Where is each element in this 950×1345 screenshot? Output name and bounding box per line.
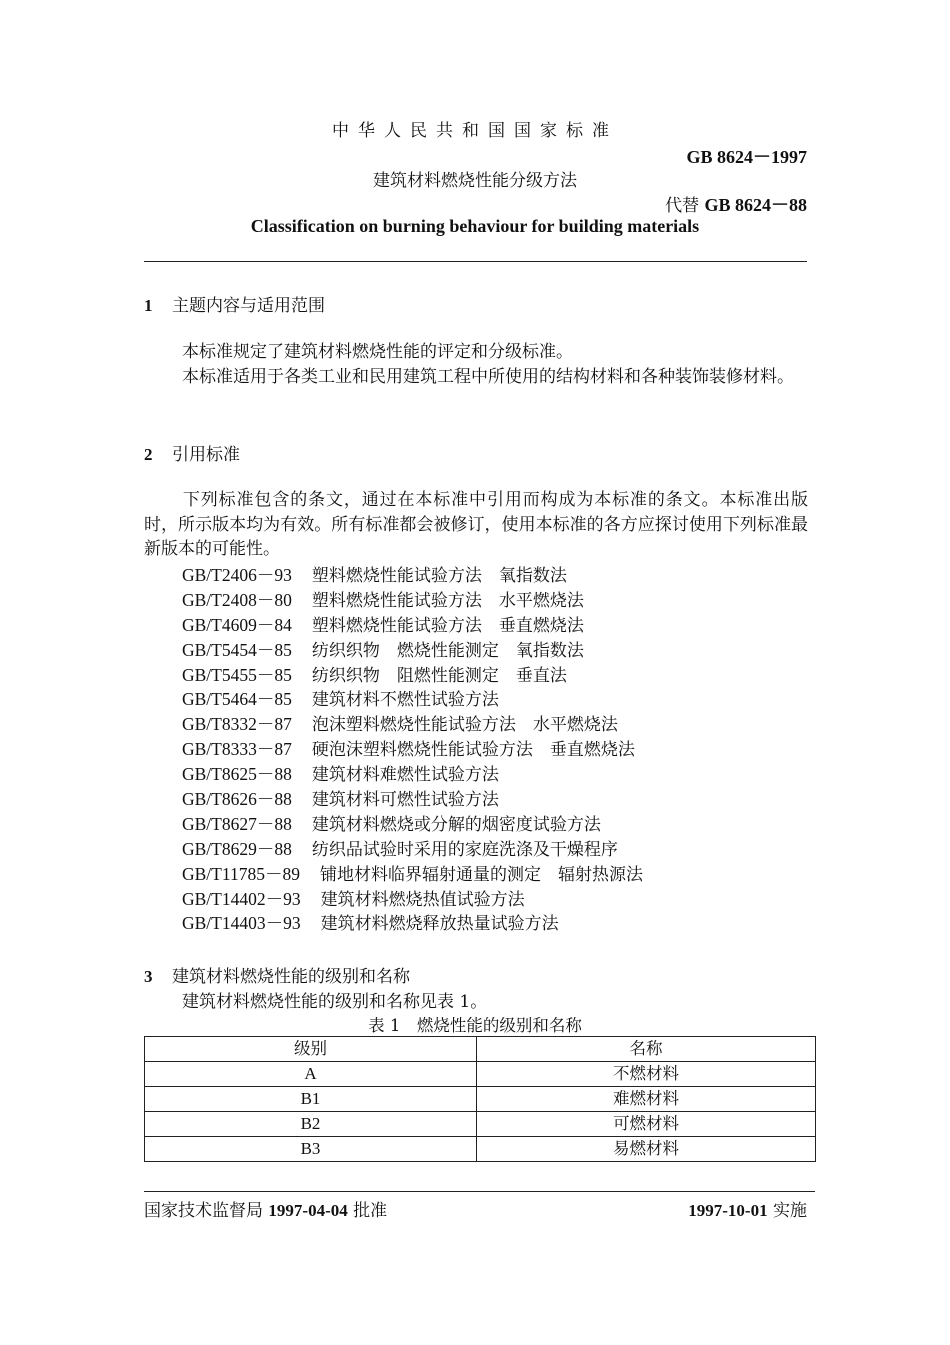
table-row [145,1062,816,1087]
reference-code: GB/T2406－93 [182,565,292,585]
reference-title: 建筑材料不燃性试验方法 [311,690,499,711]
reference-item [182,911,643,936]
grade-cell: B1 [145,1087,477,1112]
reference-title: 建筑材料可燃性试验方法 [311,790,499,811]
reference-title: 建筑材料燃烧热值试验方法 [320,889,525,910]
grade-cell: B2 [145,1112,477,1137]
table-header-grade: 级别 [145,1037,477,1062]
reference-title: 硬泡沫塑料燃烧性能试验方法 垂直燃烧法 [311,740,635,761]
section-2-title: 引用标准 [172,445,240,465]
name-cell: 不燃材料 [477,1062,816,1087]
table-row [145,1087,816,1112]
reference-title: 塑料燃烧性能试验方法 氧指数法 [311,566,567,586]
section-1-number: 1 [144,296,153,315]
document-title-en: Classification on burning behaviour for building materials [250,216,700,236]
section-1-para-2: 本标准适用于各类工业和民用建筑工程中所使用的结构材料和各种装饰装修材料。 [182,367,794,387]
section-2-intro: 下列标准包含的条文，通过在本标准中引用而构成为本标准的条文。本标准出版时，所示版本均为有效。所有标准都会被修订，使用本标准的各方应探讨使用下列标准最新版本的可能性。 [144,490,808,559]
table-caption: 表 1 燃烧性能的级别和名称 [368,1016,582,1035]
reference-title: 塑料燃烧性能试验方法 垂直燃烧法 [311,615,584,636]
reference-item [182,613,643,638]
name-cell: 可燃材料 [477,1112,816,1137]
reference-item [182,563,643,588]
reference-item [182,887,643,912]
header-divider [144,261,807,262]
effective-line [688,1196,807,1221]
effective-date: 1997-10-01 [688,1201,768,1220]
reference-item [182,837,643,862]
reference-title: 建筑材料难燃性试验方法 [311,765,499,786]
reference-title: 塑料燃烧性能试验方法 水平燃烧法 [311,590,584,611]
approval-date: 1997-04-04 [268,1201,348,1220]
reference-item [182,862,643,887]
section-3-title: 建筑材料燃烧性能的级别和名称 [172,967,410,987]
reference-item [182,712,643,737]
table-row [145,1137,816,1162]
reference-title: 铺地材料临界辐射通量的测定 辐射热源法 [319,864,643,885]
reference-item [182,588,643,613]
reference-item [182,638,643,663]
replaces-prefix: 代替 [665,196,700,216]
reference-code: GB/T11785－89 [182,863,300,884]
table-header-name: 名称 [477,1037,816,1062]
reference-title: 纺织织物 燃烧性能测定 氧指数法 [311,640,584,661]
reference-code: GB/T8626－88 [182,789,292,810]
footer-divider [144,1191,815,1192]
section-3-number: 3 [144,967,153,986]
grade-cell: A [145,1062,477,1087]
reference-code: GB/T8625－88 [182,764,292,785]
section-2-heading [144,440,240,465]
reference-code: GB/T2408－80 [182,589,292,610]
reference-code: GB/T14402－93 [182,888,301,909]
reference-code: GB/T5454－85 [182,639,292,660]
section-3-heading [144,962,410,987]
effective-word: 实施 [773,1201,807,1221]
reference-code: GB/T4609－84 [182,614,292,635]
reference-item [182,787,643,812]
table-row [145,1112,816,1137]
document-title-zh: 建筑材料燃烧性能分级方法 [373,171,577,191]
reference-code: GB/T8629－88 [182,838,292,859]
section-1-heading [144,291,325,316]
reference-code: GB/T8627－88 [182,813,292,834]
reference-title: 建筑材料燃烧或分解的烟密度试验方法 [311,814,601,835]
standard-code: GB 8624－1997 [686,147,807,167]
reference-item [182,663,643,688]
reference-code: GB/T5455－85 [182,664,292,685]
section-2-number: 2 [144,445,153,464]
reference-title: 泡沫塑料燃烧性能试验方法 水平燃烧法 [311,715,618,736]
replaces-standard [665,191,807,217]
section-1-title: 主题内容与适用范围 [172,296,325,316]
reference-item [182,737,643,762]
grades-table [144,1036,816,1162]
country-standard-title: 中华人民共和国国家标准 [332,121,618,141]
reference-code: GB/T5464－85 [182,689,292,710]
reference-item [182,687,643,712]
reference-item [182,762,643,787]
reference-title: 纺织织物 阻燃性能测定 垂直法 [311,665,567,686]
name-cell: 难燃材料 [477,1087,816,1112]
referenced-standards-list [182,563,643,936]
replaces-code: GB 8624－88 [704,195,807,215]
grade-cell: B3 [145,1137,477,1162]
reference-code: GB/T14403－93 [182,913,301,934]
table-header-row [145,1037,816,1062]
reference-title: 纺织品试验时采用的家庭洗涤及干燥程序 [311,839,618,860]
reference-title: 建筑材料燃烧释放热量试验方法 [320,914,559,935]
name-cell: 易燃材料 [477,1137,816,1162]
approval-word: 批准 [353,1201,388,1221]
reference-code: GB/T8333－87 [182,739,292,760]
reference-code: GB/T8332－87 [182,714,292,735]
section-3-para: 建筑材料燃烧性能的级别和名称见表 1。 [182,992,488,1012]
approval-org: 国家技术监督局 [144,1201,263,1221]
reference-item [182,812,643,837]
section-1-para-1: 本标准规定了建筑材料燃烧性能的评定和分级标准。 [182,342,573,362]
approval-line [144,1196,387,1221]
